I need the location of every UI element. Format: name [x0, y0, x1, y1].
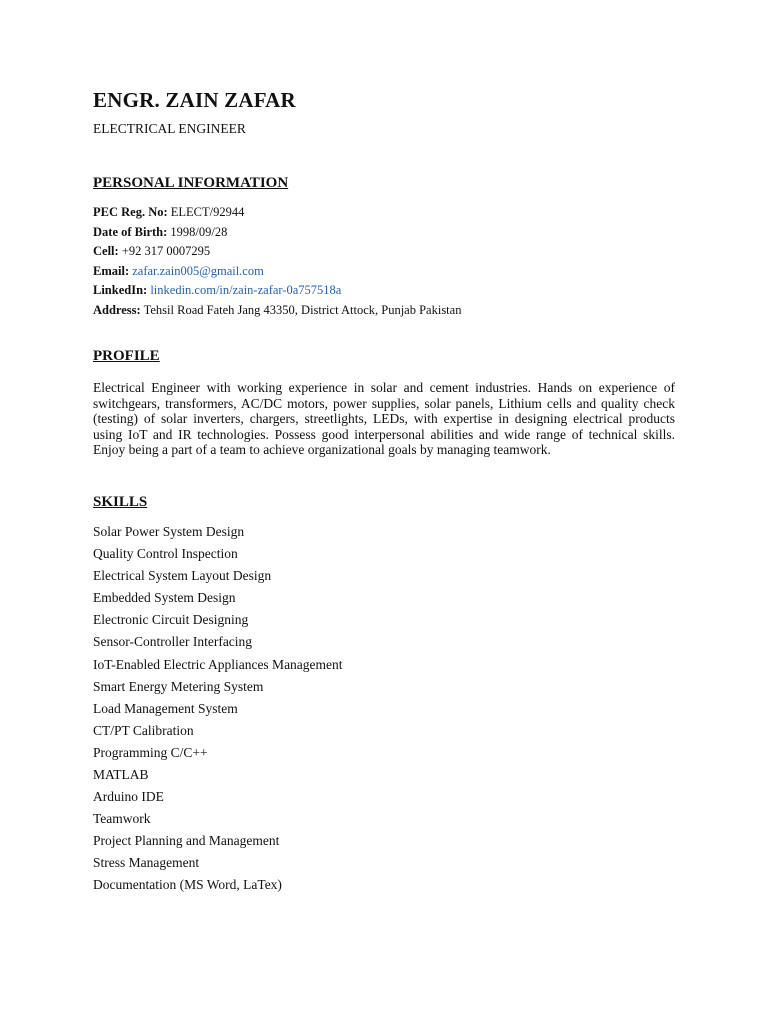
skill-item: Project Planning and Management [93, 833, 280, 849]
personal-information-list [93, 203, 683, 320]
skill-item: Documentation (MS Word, LaTex) [93, 877, 282, 893]
skill-item: Sensor-Controller Interfacing [93, 634, 253, 650]
personal-information-heading: PERSONAL INFORMATION [93, 175, 289, 191]
address-row [93, 301, 683, 321]
skill-item: Teamwork [93, 811, 151, 827]
pec-reg-row [93, 203, 683, 223]
skill-item: Embedded System Design [93, 590, 236, 606]
skill-item: Load Management System [93, 700, 238, 716]
cell-value: +92 317 0007295 [121, 244, 211, 258]
cell-row [93, 242, 683, 262]
skill-item: CT/PT Calibration [93, 722, 194, 738]
skill-item: Quality Control Inspection [93, 546, 238, 562]
job-title: ELECTRICAL ENGINEER [93, 121, 246, 136]
skill-item: IoT-Enabled Electric Appliances Management [93, 656, 343, 672]
skill-item: Solar Power System Design [93, 523, 245, 539]
skill-item: Programming C/C++ [93, 744, 208, 760]
linkedin-row [93, 281, 683, 301]
skill-item: Electrical System Layout Design [93, 568, 272, 584]
address-value: Tehsil Road Fateh Jang 43350, District Attock, Punjab Pakistan [143, 302, 462, 317]
profile-paragraph: Electrical Engineer with working experience in solar and cement industries. Hands on experience of switchgears, transformers, AC/DC motors, power supplies, solar panels, Lithium cells and quality check (testing) of solar inverters, chargers, streetlights, LEDs, with expertise in designing electrical products using IoT and IR technologies. Possess good interpersonal abilities and wide range of technical skills. Enjoy being a part of a team to achieve organizational goals by managing teamwork. [93, 380, 675, 458]
address-label: Address: [93, 302, 141, 317]
candidate-name: ENGR. ZAIN ZAFAR [93, 88, 296, 112]
dob-row [93, 223, 683, 243]
pec-reg-label: PEC Reg. No: [93, 205, 168, 219]
linkedin-label: LinkedIn: [93, 283, 148, 297]
dob-label: Date of Birth: [93, 224, 168, 239]
pec-reg-value: ELECT/92944 [170, 205, 245, 219]
email-row [93, 262, 683, 282]
skill-item: MATLAB [93, 767, 149, 782]
email-label: Email: [93, 263, 130, 278]
skill-item: Smart Energy Metering System [93, 678, 264, 694]
profile-heading: PROFILE [93, 348, 160, 364]
skill-item: Electronic Circuit Designing [93, 612, 249, 628]
skills-list [93, 521, 683, 897]
cell-label: Cell: [93, 244, 119, 258]
email-link[interactable]: zafar.zain005@gmail.com [132, 263, 264, 278]
resume-page [93, 86, 683, 897]
linkedin-link[interactable]: linkedin.com/in/zain-zafar-0a757518a [150, 283, 342, 297]
dob-value: 1998/09/28 [170, 224, 228, 239]
skills-heading: SKILLS [93, 493, 148, 510]
skill-item: Arduino IDE [93, 789, 164, 805]
skill-item: Stress Management [93, 855, 200, 871]
